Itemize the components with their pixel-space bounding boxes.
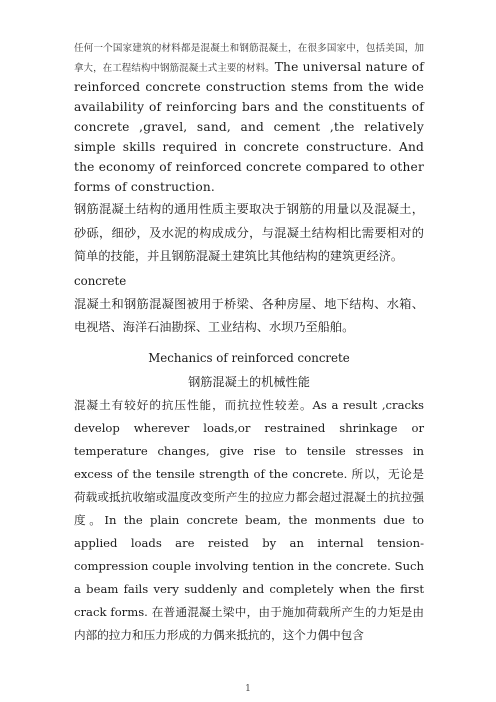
translation-paragraph: 钢筋混凝土结构的通用性质主要取决于钢筋的用量以及混凝土，砂砾，细砂，及水泥的构成成分，与混凝土结构相比需要相对的简单的技能，并且钢筋混凝土建筑比其他结构的建筑更经济。 (74, 202, 424, 263)
body-text-zh-2: 所以，无论是荷载或抵抗收缩或温度改变所产生的拉应力都会超过混凝土的抗拉强度。 (74, 466, 425, 527)
section-heading-chinese: 钢筋混凝土的机械性能 (188, 374, 310, 389)
body-text-en-1: As a result ,cracks develop wherever loads,or restrained shrinkage or temperature changes, give rise to tensile stresses in excess of the tensile strength of the concrete. (74, 397, 424, 481)
uses-paragraph: 混凝土和钢筋混凝图被用于桥梁、各种房屋、地下结构、水箱、电视塔、海洋石油勘探、工业结构、水坝乃至船舶。 (74, 296, 424, 334)
body-paragraph (74, 394, 424, 647)
intro-english-text: The universal nature of reinforced concrete construction stems from the wide availability of reinforcing bars and the constituents of concrete ,gravel, sand, and cement ,the relatively simple skills required in concrete constructure. And the economy of reinforced concrete compared to other forms of construction. (74, 60, 424, 194)
intro-chinese-text: 任何一个国家建筑的材料都是混凝土和钢筋混凝土，在很多国家中，包括美国，加拿大，在工程结构中钢筋混凝土式主要的材料。 (74, 43, 424, 74)
body-text-en-2: In the plain concrete beam, the monments due to applied loads are reisted by an internal tension-compression couple involving tention in the concrete. Such a beam fails very suddenly and completely when the first crack forms. (74, 512, 424, 619)
document-page (74, 40, 424, 647)
term-concrete: concrete (74, 273, 127, 288)
intro-paragraph (74, 40, 424, 198)
page-number: 1 (245, 684, 251, 694)
body-text-zh-3: 在普通混凝土梁中，由于施加荷载所产生的力矩是由内部的拉力和压力形成的力偶来抵抗的，这个力偶中包含 (74, 604, 425, 642)
section-heading-english: Mechanics of reinforced concrete (148, 350, 350, 365)
body-text-zh-1: 混凝土有较好的抗压性能，而抗拉性较差。 (74, 397, 313, 412)
